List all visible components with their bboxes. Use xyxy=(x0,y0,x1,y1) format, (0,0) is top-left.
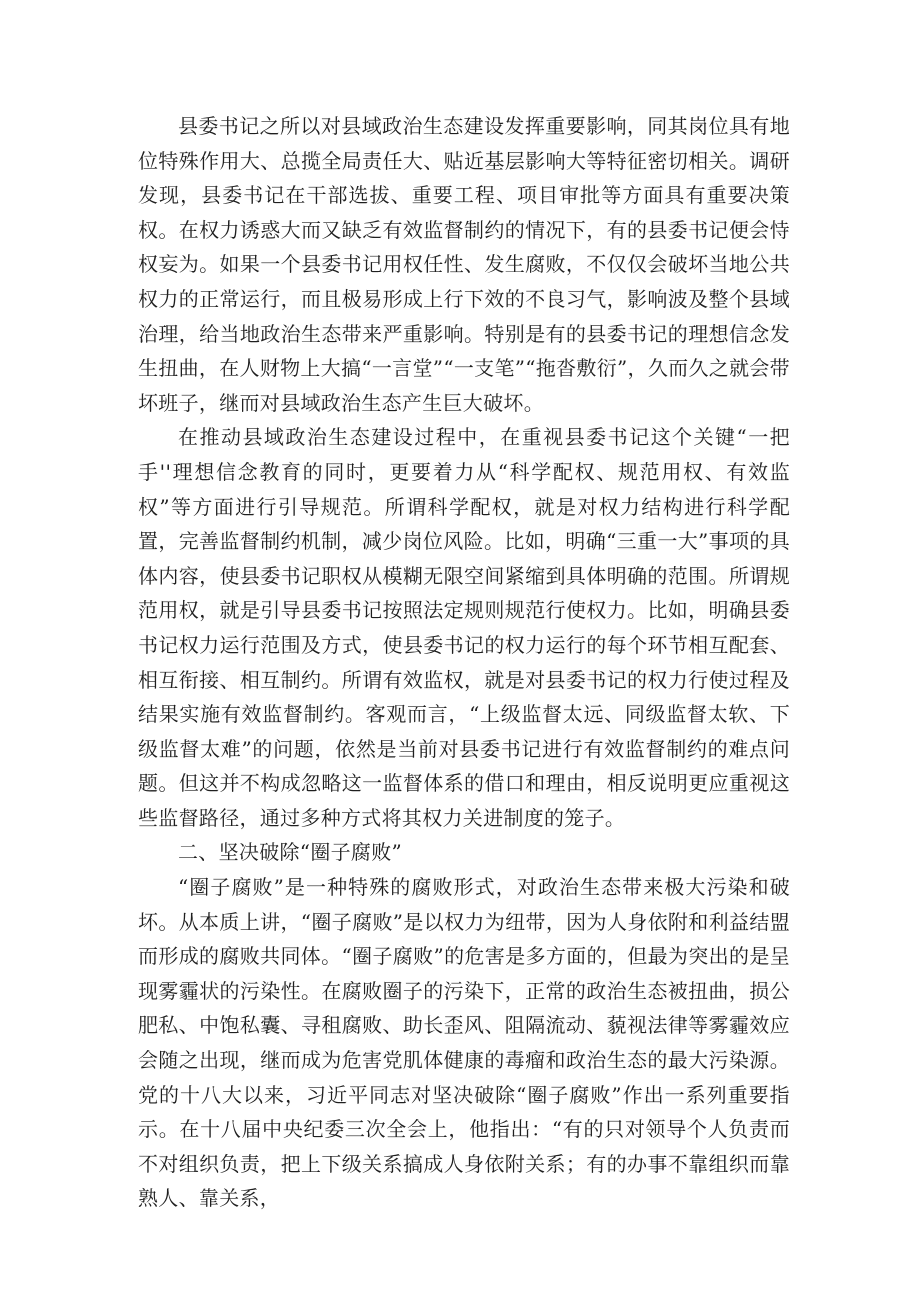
body-paragraph-3: “圈子腐败”是一种特殊的腐败形式，对政治生态带来极大污染和破坏。从本质上讲，“圈子腐败”是以权力为纽带，因为人身依附和利益结盟而形成的腐败共同体。“圈子腐败”的危害是多方面的，但最为突出的是呈现雾霾状的污染性。在腐败圈子的污染下，正常的政治生态被扭曲，损公肥私、中饱私囊、寻租腐败、助长歪风、阻隔流动、藐视法律等雾霾效应会随之出现，继而成为危害党肌体健康的毒瘤和政治生态的最大污染源。党的十八大以来，习近平同志对坚决破除“圈子腐败”作出一系列重要指示。在十八届中央纪委三次全会上，他指出：“有的只对领导个人负责而不对组织负责，把上下级关系搞成人身依附关系；有的办事不靠组织而靠熟人、靠关系， xyxy=(138,875,790,1211)
document-body xyxy=(138,109,790,1216)
body-paragraph-2: 在推动县域政治生态建设过程中，在重视县委书记这个关键“一把手''理想信念教育的同时，更要着力从“科学配权、规范用权、有效监权”等方面进行引导规范。所谓科学配权，就是对权力结构进行科学配置，完善监督制约机制，减少岗位风险。比如，明确“三重一大”事项的具体内容，使县委书记职权从模糊无限空间紧缩到具体明确的范围。所谓规范用权，就是引导县委书记按照法定规则规范行使权力。比如，明确县委书记权力运行范围及方式，使县委书记的权力运行的每个环节相互配套、相互衔接、相互制约。所谓有效监权，就是对县委书记的权力行使过程及结果实施有效监督制约。客观而言，“上级监督太远、同级监督太软、下级监督太难”的问题，依然是当前对县委书记进行有效监督制约的难点问题。但这并不构成忽略这一监督体系的借口和理由，相反说明更应重视这些监督路径，通过多种方式将其权力关进制度的笼子。 xyxy=(138,425,790,830)
body-paragraph-1: 县委书记之所以对县域政治生态建设发挥重要影响，同其岗位具有地位特殊作用大、总揽全局责任大、贴近基层影响大等特征密切相关。调研发现，县委书记在干部选拔、重要工程、项目审批等方面具有重要决策权。在权力诱惑大而又缺乏有效监督制约的情况下，有的县委书记便会恃权妄为。如果一个县委书记用权任性、发生腐败，不仅仅会破坏当地公共权力的正常运行，而且极易形成上行下效的不良习气，影响波及整个县域治理，给当地政治生态带来严重影响。特别是有的县委书记的理想信念发生扭曲，在人财物上大搞“一言堂”“一支笔”“拖沓敷衍”，久而久之就会带坏班子，继而对县域政治生态产生巨大破坏。 xyxy=(138,114,790,415)
section-heading: 二、坚决破除“圈子腐败” xyxy=(178,840,403,865)
